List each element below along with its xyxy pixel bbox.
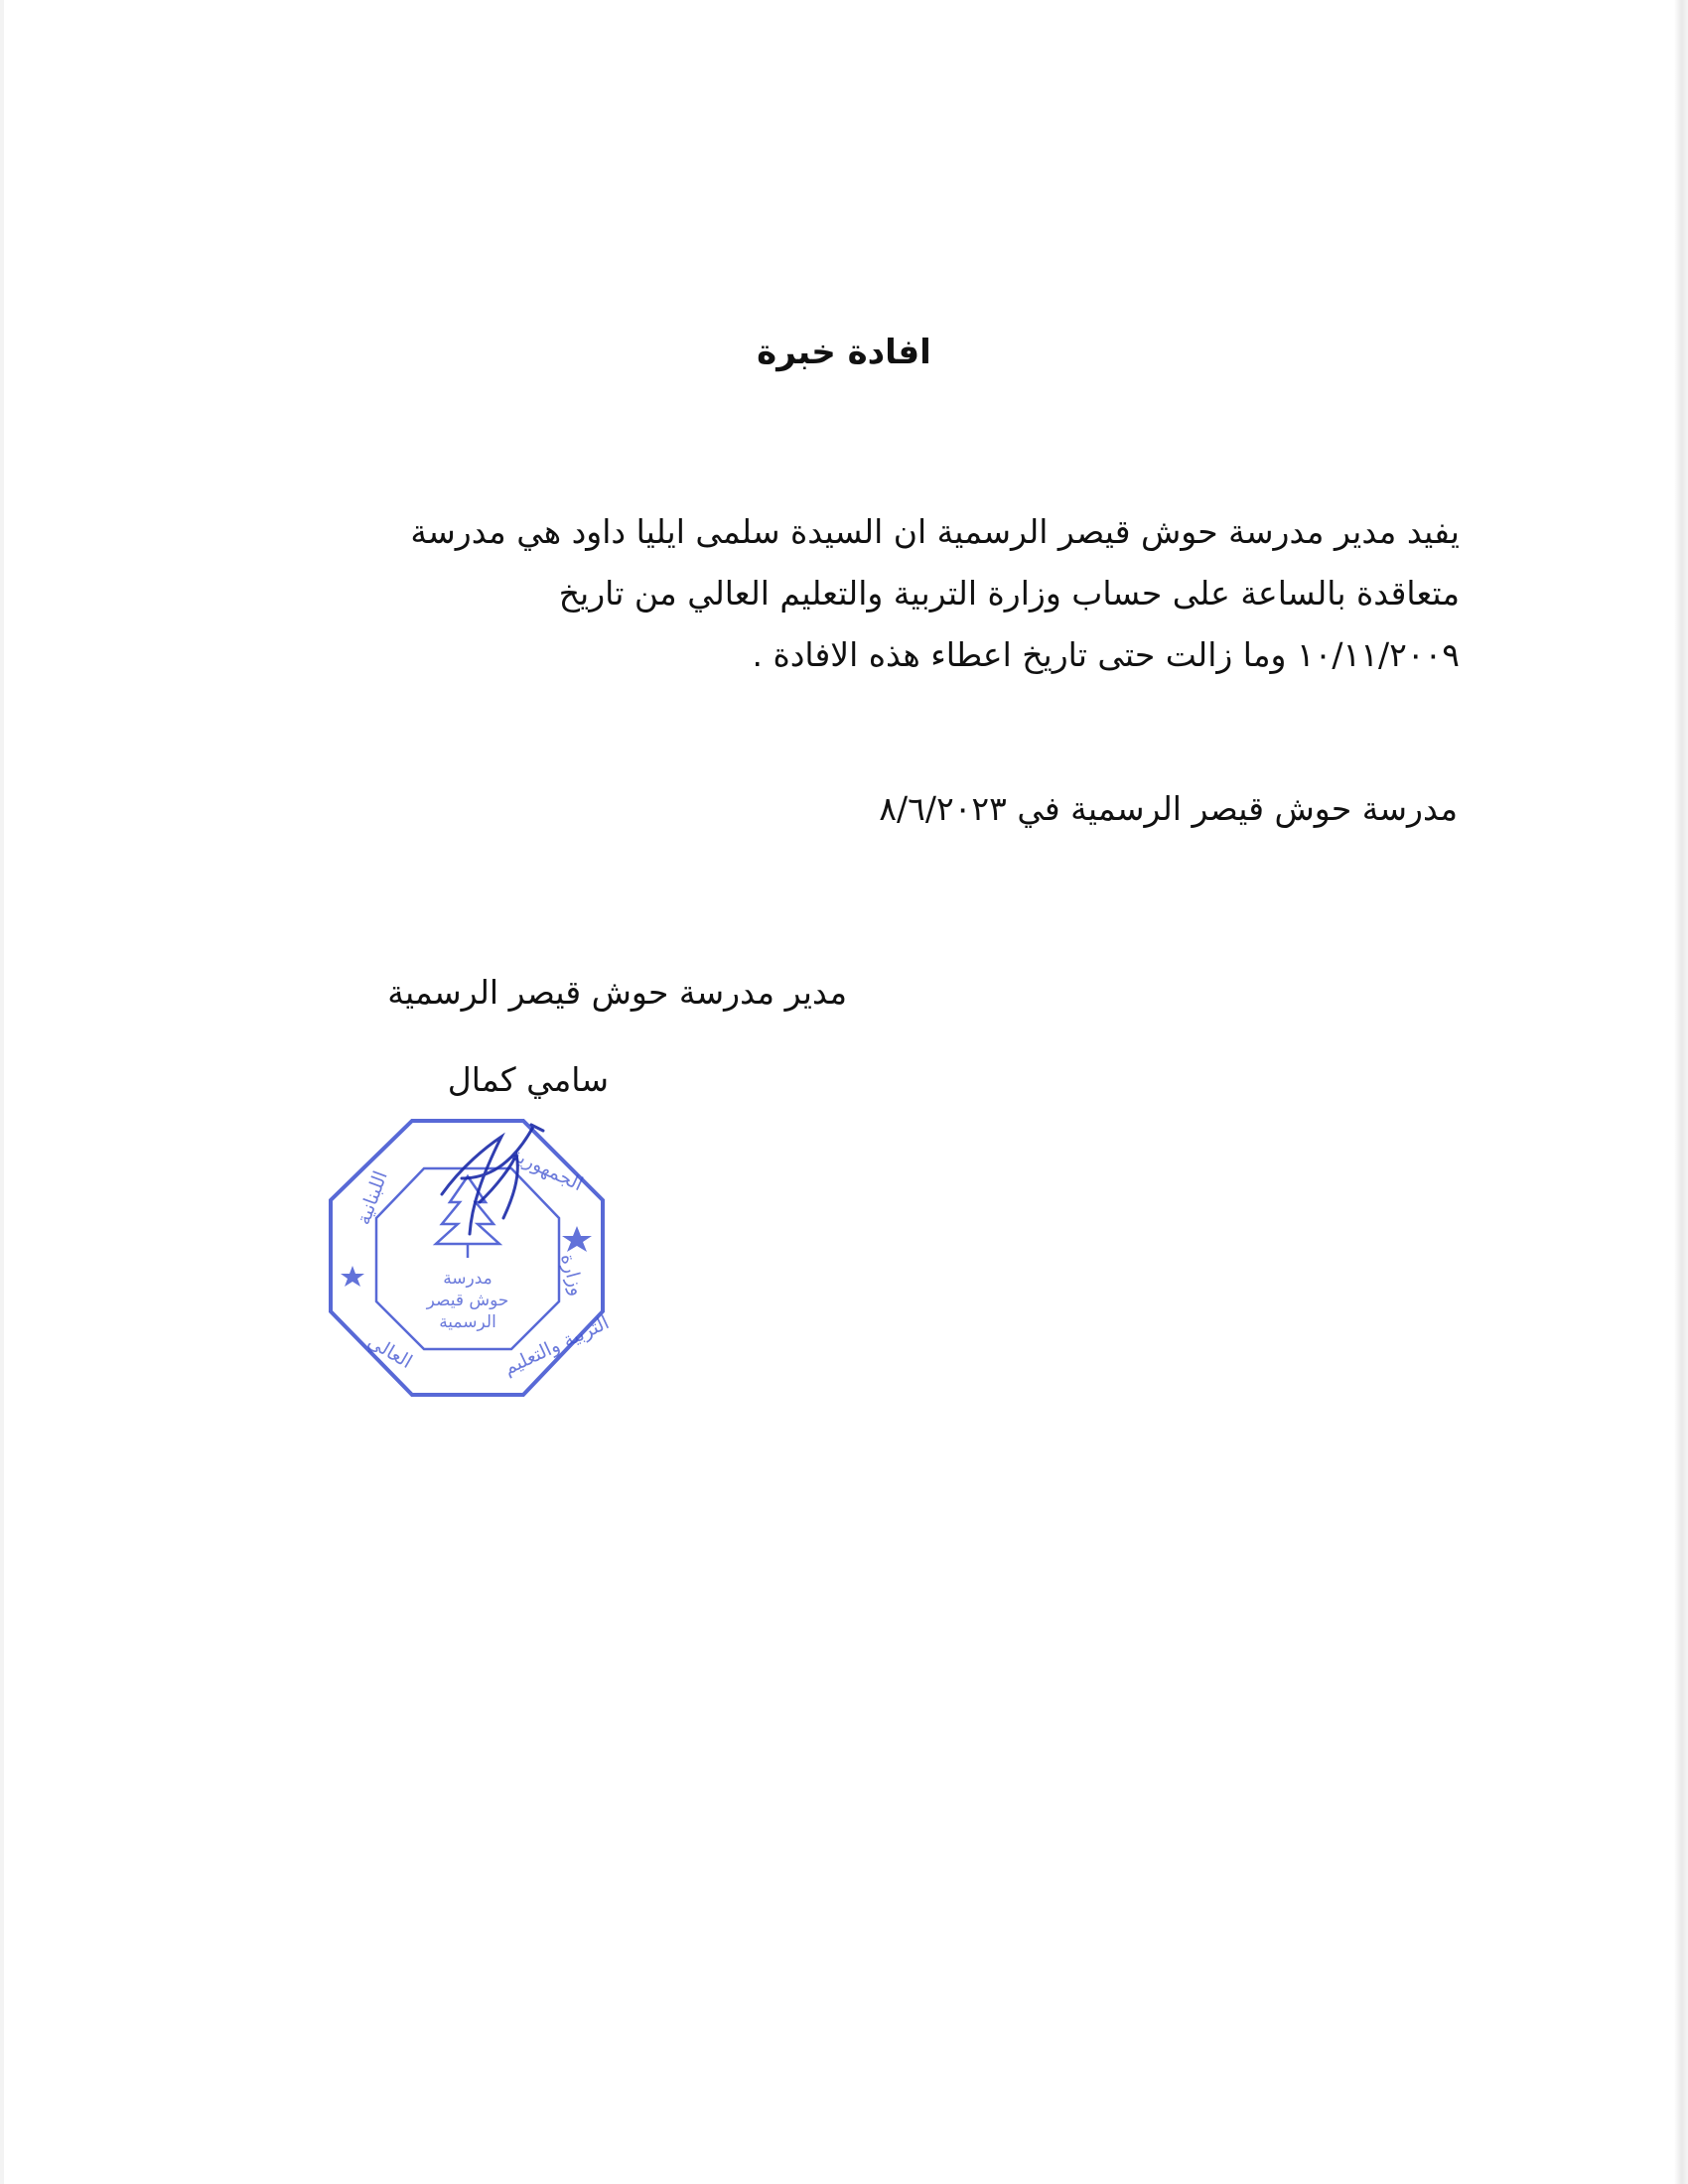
handwritten-signature bbox=[442, 1125, 543, 1234]
star-icon bbox=[341, 1266, 364, 1287]
scan-edge-left bbox=[0, 0, 4, 2184]
star-icon bbox=[562, 1226, 592, 1252]
svg-text:العالي: العالي bbox=[363, 1330, 416, 1374]
body-line: ١٠/١١/٢٠٠٩ وما زالت حتى تاريخ اعطاء هذه الافادة . bbox=[752, 635, 1460, 674]
body-line: متعاقدة بالساعة على حساب وزارة التربية والتعليم العالي من تاريخ bbox=[558, 574, 1460, 613]
signatory-title: مدير مدرسة حوش قيصر الرسمية bbox=[387, 973, 847, 1012]
signatory-name: سامي كمال bbox=[447, 1060, 609, 1099]
svg-text:الرسمية: الرسمية bbox=[439, 1312, 496, 1332]
svg-text:التربية والتعليم: التربية والتعليم bbox=[499, 1311, 613, 1380]
svg-text:وزارة: وزارة bbox=[556, 1251, 589, 1298]
svg-text:حوش قيصر: حوش قيصر bbox=[426, 1291, 509, 1310]
body-line: يفيد مدير مدرسة حوش قيصر الرسمية ان السيدة سلمى ايليا داود هي مدرسة bbox=[410, 512, 1460, 551]
svg-text:مدرسة: مدرسة bbox=[443, 1269, 492, 1289]
document-title: افادة خبرة bbox=[757, 333, 931, 372]
dateline: مدرسة حوش قيصر الرسمية في ٨/٦/٢٠٢٣ bbox=[879, 789, 1458, 828]
svg-text:الجمهورية: الجمهورية bbox=[506, 1143, 587, 1196]
certificate-body bbox=[233, 501, 1460, 686]
official-stamp bbox=[313, 1107, 621, 1415]
scan-edge-right bbox=[1674, 0, 1688, 2184]
svg-text:اللبنانية: اللبنانية bbox=[352, 1167, 392, 1228]
